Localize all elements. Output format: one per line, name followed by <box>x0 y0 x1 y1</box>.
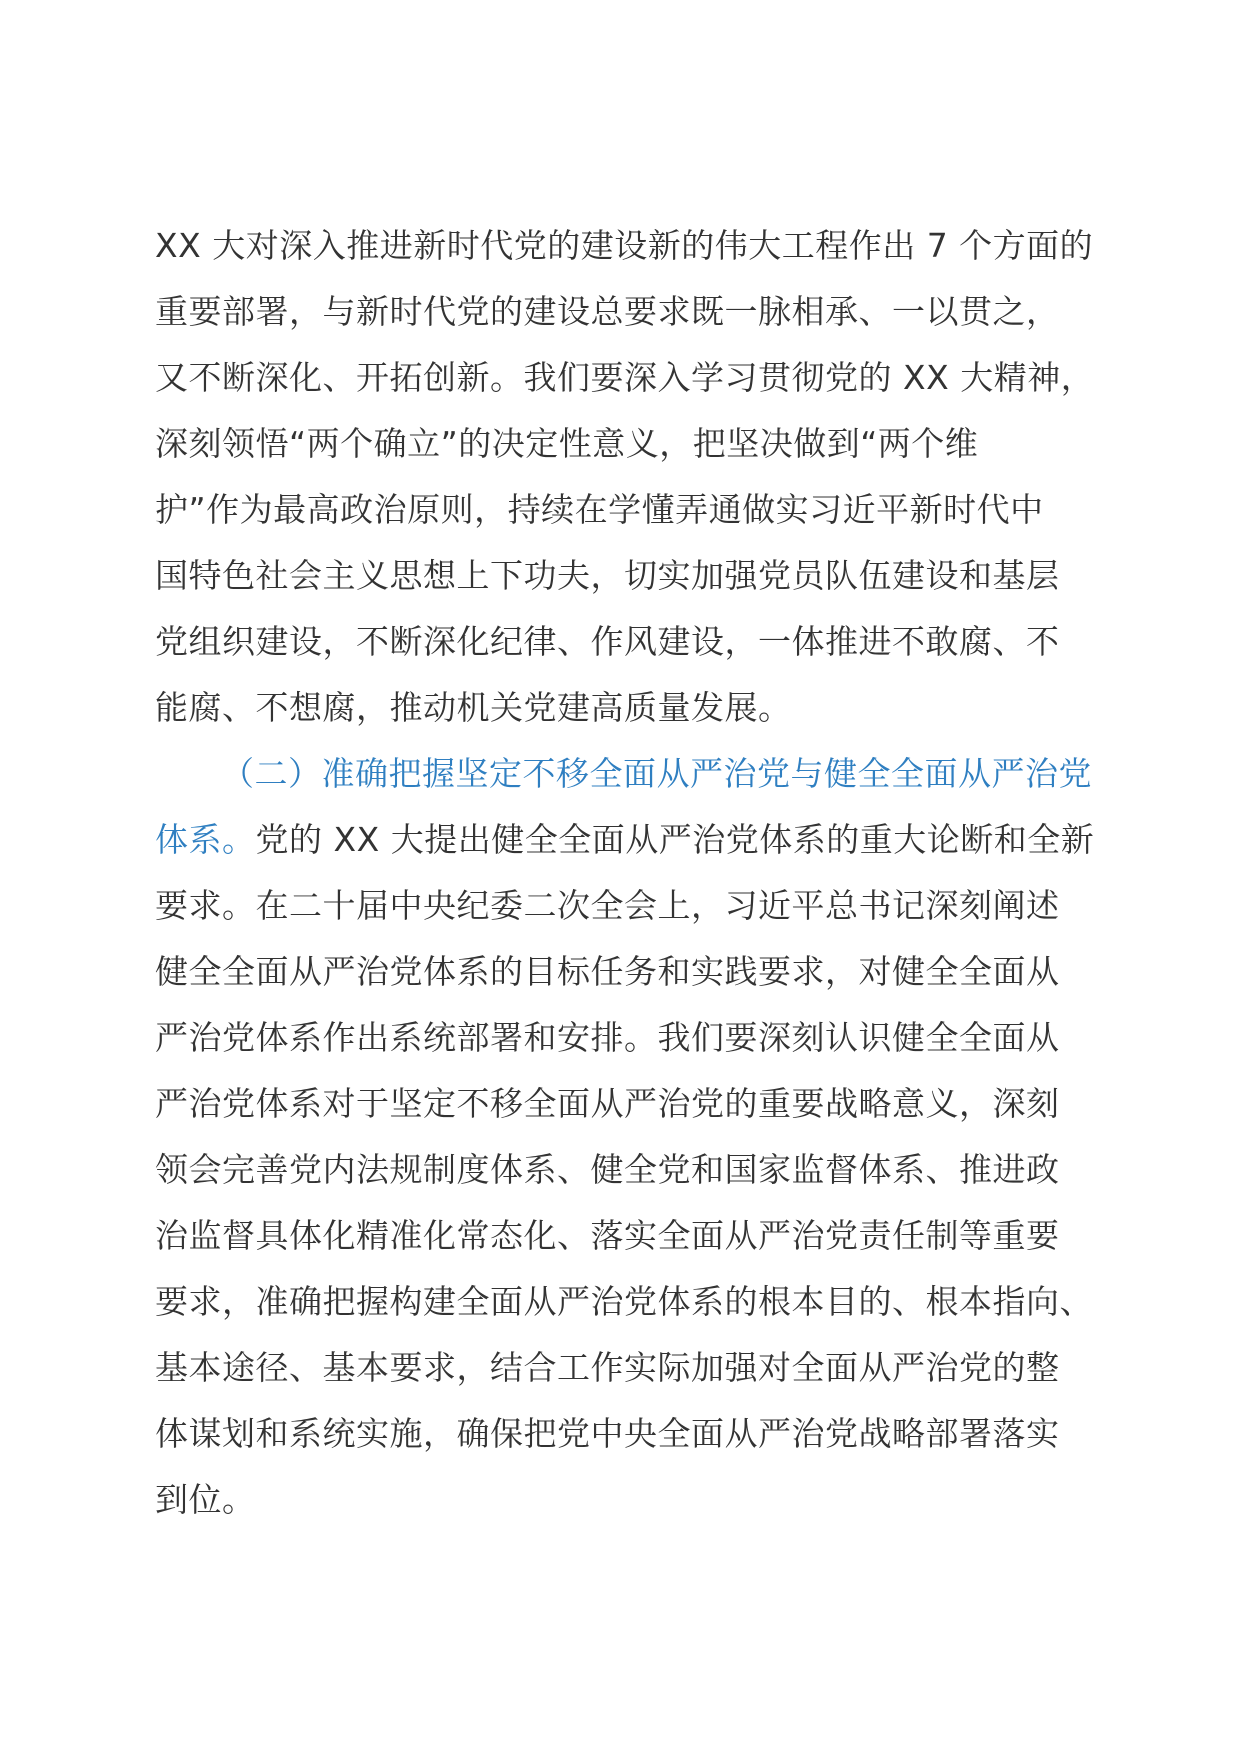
text-line: 深刻领悟“两个确立”的决定性意义，把坚决做到“两个维 <box>155 424 979 463</box>
text-line: 要求。在二十届中央纪委二次全会上，习近平总书记深刻阐述 <box>155 886 1060 925</box>
text-line: 体谋划和系统实施，确保把党中央全面从严治党战略部署落实 <box>155 1414 1060 1453</box>
text-line: 能腐、不想腐，推动机关党建高质量发展。 <box>155 688 792 727</box>
text-line: 到位。 <box>155 1480 256 1519</box>
text-line: 护”作为最高政治原则，持续在学懂弄通做实习近平新时代中 <box>155 490 1044 529</box>
text-line-rest: 党的 XX 大提出健全全面从严治党体系的重大论断和全新 <box>255 820 1095 859</box>
section-heading-end: 体系。 <box>155 820 256 859</box>
text-line: 要求，准确把握构建全面从严治党体系的根本目的、根本指向、 <box>155 1282 1093 1321</box>
text-line: 严治党体系对于坚定不移全面从严治党的重要战略意义，深刻 <box>155 1084 1060 1123</box>
text-line: 严治党体系作出系统部署和安排。我们要深刻认识健全全面从 <box>155 1018 1060 1057</box>
text-line: 治监督具体化精准化常态化、落实全面从严治党责任制等重要 <box>155 1216 1060 1255</box>
section-heading: （二）准确把握坚定不移全面从严治党与健全全面从严治党 <box>221 754 1092 793</box>
text-line: 健全全面从严治党体系的目标任务和实践要求，对健全全面从 <box>155 952 1060 991</box>
text-line: 基本途径、基本要求，结合工作实际加强对全面从严治党的整 <box>155 1348 1060 1387</box>
text-line: 领会完善党内法规制度体系、健全党和国家监督体系、推进政 <box>155 1150 1060 1189</box>
paragraph-1 <box>155 213 1095 741</box>
text-line: XX 大对深入推进新时代党的建设新的伟大工程作出 7 个方面的 <box>155 226 1094 265</box>
paragraph-2 <box>155 741 1095 1533</box>
text-line: 重要部署，与新时代党的建设总要求既一脉相承、一以贯之， <box>155 292 1060 331</box>
text-line: 国特色社会主义思想上下功夫，切实加强党员队伍建设和基层 <box>155 556 1060 595</box>
text-line: 党组织建设，不断深化纪律、作风建设，一体推进不敢腐、不 <box>155 622 1060 661</box>
text-line <box>155 807 1095 873</box>
document-page <box>155 213 1095 1533</box>
text-line: 又不断深化、开拓创新。我们要深入学习贯彻党的 XX 大精神， <box>155 358 1095 397</box>
